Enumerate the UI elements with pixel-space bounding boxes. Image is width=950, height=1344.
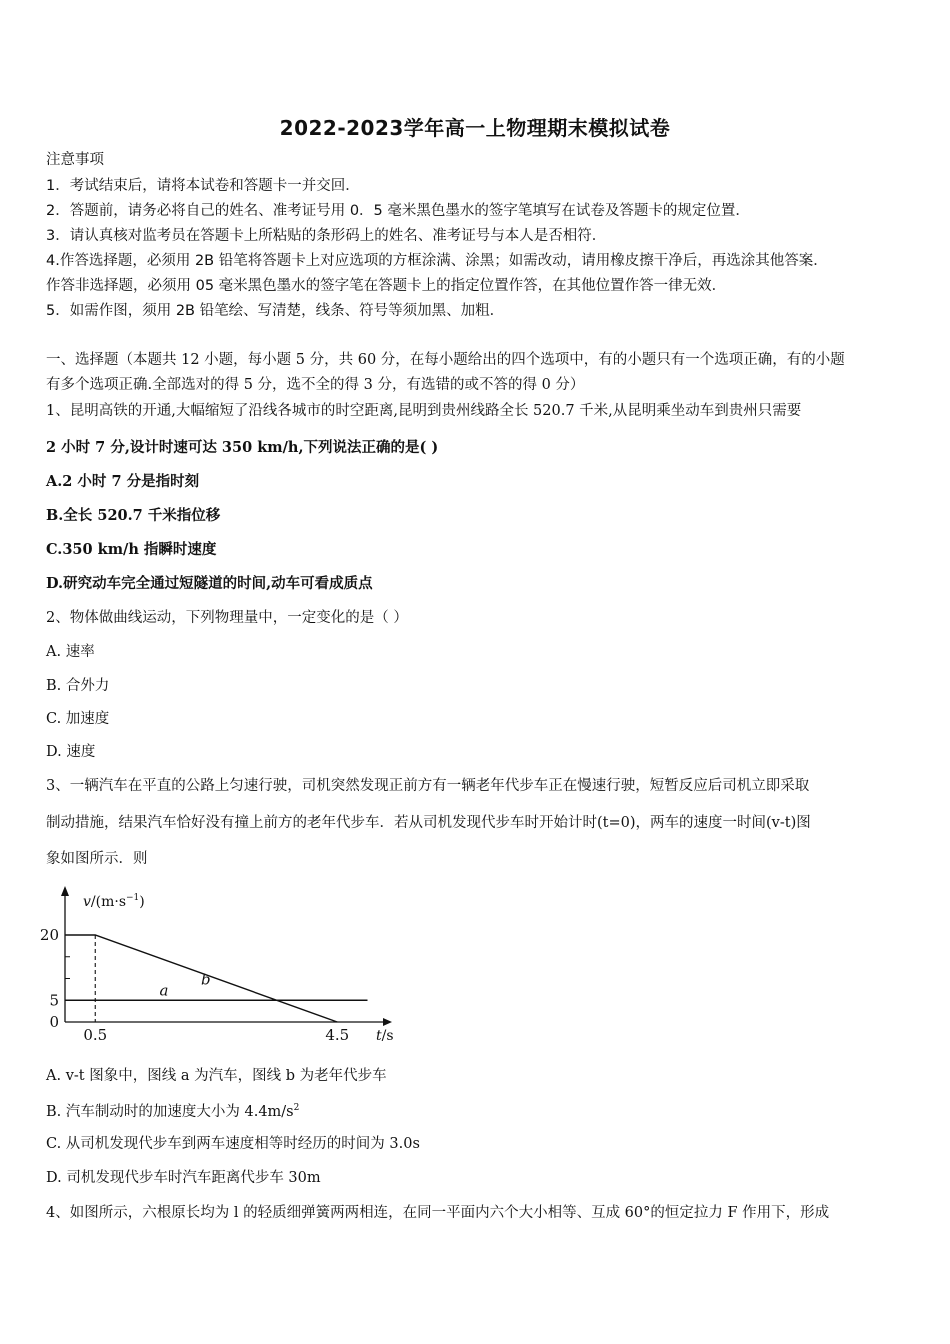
q2-option-a: A. 速率 (46, 644, 95, 660)
y-axis-arrow (61, 886, 69, 896)
x-tick-label-1: 0.5 (83, 1026, 108, 1044)
section-heading-line2: 有多个选项正确.全部选对的得 5 分，选不全的得 3 分，有选错的或不答的得 0 分） (46, 377, 585, 393)
q3-stem-line1: 3、一辆汽车在平直的公路上匀速行驶，司机突然发现正前方有一辆老年代步车正在慢速行驶，短暂反应后司机立即采取 (46, 778, 810, 794)
notice-item-4-cont: 作答非选择题，必须用 05 毫米黑色墨水的签字笔在答题卡上的指定位置作答，在其他位置作答一律无效． (46, 278, 727, 294)
q3-option-b-sup: 2 (293, 1103, 300, 1113)
y-axis-label: $v/(m\cdot s^{-1})$ (83, 893, 145, 910)
x-axis-label: t/s (376, 1028, 394, 1044)
section-heading-line1: 一、选择题（本题共 12 小题，每小题 5 分，共 60 分，在每小题给出的四个选项中，有的小题只有一个选项正确，有的小题 (46, 352, 845, 368)
vt-graph (40, 880, 410, 1050)
q2-option-b: B. 合外力 (46, 678, 110, 694)
q4-stem-line1: 4、如图所示，六根原长均为 l 的轻质细弹簧两两相连，在同一平面内六个大小相等、互成 60°的恒定拉力 F 作用下，形成 (46, 1205, 830, 1221)
notice-item-1: 1．考试结束后，请将本试卷和答题卡一并交回． (46, 178, 360, 194)
q2-option-c: C. 加速度 (46, 711, 110, 727)
q3-option-d: D. 司机发现代步车时汽车距离代步车 30m (46, 1170, 321, 1186)
page-title: 2022-2023学年高一上物理期末模拟试卷 (279, 116, 671, 140)
notice-item-3: 3．请认真核对监考员在答题卡上所粘贴的条形码上的姓名、准考证号与本人是否相符． (46, 228, 607, 244)
q1-option-c: C.350 km/h 指瞬时速度 (46, 541, 217, 558)
x-axis-arrow (383, 1018, 392, 1026)
q2-option-d: D. 速度 (46, 744, 96, 760)
q1-option-b: B.全长 520.7 千米指位移 (46, 507, 221, 524)
notice-item-5: 5．如需作图，须用 2B 铅笔绘、写清楚，线条、符号等须加黑、加粗． (46, 303, 505, 319)
q3-option-a: A. v-t 图象中，图线 a 为汽车，图线 b 为老年代步车 (46, 1068, 387, 1084)
series-label-a: a (159, 981, 169, 1000)
y-tick-label-3: 0 (49, 1013, 59, 1031)
notice-item-4: 4.作答选择题，必须用 2B 铅笔将答题卡上对应选项的方框涂满、涂黑；如需改动，请用橡皮擦干净后，再选涂其他答案． (46, 253, 828, 269)
notice-heading: 注意事项 (46, 152, 104, 168)
y-tick-label-2: 5 (49, 991, 59, 1010)
q3-stem-line2: 制动措施，结果汽车恰好没有撞上前方的老年代步车．若从司机发现代步车时开始计时(t=0)，两车的速度一时间(v-t)图 (46, 815, 811, 831)
y-tick-label-1: 20 (40, 926, 59, 944)
x-tick-label-2: 4.5 (325, 1026, 350, 1044)
q3-option-b (46, 1098, 299, 1122)
q1-option-d: D.研究动车完全通过短隧道的时间,动车可看成质点 (46, 575, 373, 592)
q2-stem: 2、物体做曲线运动，下列物理量中，一定变化的是（ ） (46, 610, 408, 626)
q1-stem-line2: 2 小时 7 分,设计时速可达 350 km/h,下列说法正确的是( ) (46, 439, 439, 456)
q3-option-b-text: B. 汽车制动时的加速度大小为 4.4m/s (46, 1103, 294, 1120)
notice-item-2: 2．答题前，请务必将自己的姓名、准考证号用 0．5 毫米黑色墨水的签字笔填写在试卷及答题卡的规定位置． (46, 203, 750, 219)
q1-stem-line1: 1、昆明高铁的开通,大幅缩短了沿线各城市的时空距离,昆明到贵州线路全长 520.7 千米,从昆明乘坐动车到贵州只需要 (46, 403, 802, 419)
q3-stem-line3: 象如图所示．则 (46, 851, 148, 867)
series-label-b: b (201, 970, 211, 989)
q3-option-c: C. 从司机发现代步车到两车速度相等时经历的时间为 3.0s (46, 1136, 420, 1152)
q1-option-a: A.2 小时 7 分是指时刻 (46, 473, 200, 490)
